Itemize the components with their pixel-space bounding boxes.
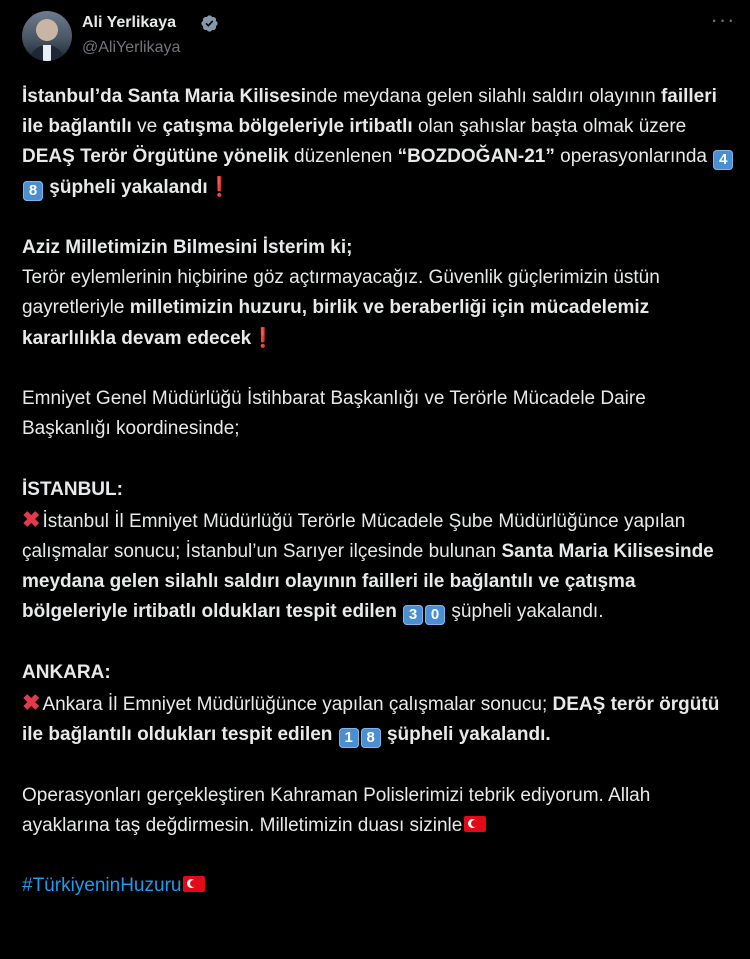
text: şüpheli yakalandı. xyxy=(446,601,604,623)
paragraph-coordination: Emniyet Genel Müdürlüğü İstihbarat Başkanlığı ve Terörle Mücadele Daire Başkanlığı koordinesinde; xyxy=(22,388,646,440)
text-bold: Santa Maria Kilisesinde meydana gelen silahlı saldırı olayının failleri ile bağlantılı ve çatışma bölgeleriyle irtibatlı oldukları tespit edilen xyxy=(22,541,714,623)
text: olan şahıslar başta olmak üzere xyxy=(412,116,687,138)
statement-heading: Aziz Milletimizin Bilmesini İsterim ki; xyxy=(22,237,353,258)
keycap-digit-icon: 1 xyxy=(339,728,359,748)
text-bold: milletimizin huzuru, birlik ve beraberliği için mücadelemiz kararlılıkla devam edecek xyxy=(22,297,650,349)
istanbul-heading: İSTANBUL: xyxy=(22,478,123,500)
text-bold: şüpheli yakalandı. xyxy=(381,724,551,746)
paragraph-istanbul xyxy=(22,475,738,628)
paragraph-ankara xyxy=(22,658,738,751)
red-exclamation-icon: ❗ xyxy=(251,327,275,349)
turkey-flag-icon xyxy=(464,816,486,832)
keycap-digit-icon: 8 xyxy=(361,728,381,748)
keycap-digit-icon: 0 xyxy=(425,605,445,625)
cross-mark-icon: ✖ xyxy=(22,506,41,532)
text: Ankara İl Emniyet Müdürlüğünce yapılan çalışmalar sonucu; xyxy=(42,694,553,715)
text-bold: failleri ile bağlantılı xyxy=(22,86,717,138)
red-exclamation-icon: ❗ xyxy=(207,176,232,198)
text: düzenlenen xyxy=(288,146,398,168)
keycap-digit-icon: 4 xyxy=(713,150,733,170)
text: Operasyonları gerçekleştiren Kahraman Polislerimizi tebrik ediyorum. Allah ayaklarına taş değdirmesin. Milletimizin duası sizinle xyxy=(22,784,651,836)
cross-mark-icon: ✖ xyxy=(22,690,41,715)
text-bold: DEAŞ terör örgütü ile bağlantılı oldukları tespit edilen xyxy=(22,694,720,746)
text: nde meydana gelen silahlı saldırı olayının xyxy=(306,86,661,107)
paragraph-operation xyxy=(22,82,738,203)
keycap-digit-icon: 8 xyxy=(23,181,43,201)
text: İstanbul İl Emniyet Müdürlüğü Terörle Mücadele Şube Müdürlüğünce yapılan çalışmalar sonucu; İstanbul’un Sarıyer ilçesinde bulunan xyxy=(22,510,686,562)
operation-name: “BOZDOĞAN-21” xyxy=(397,146,555,168)
tweet-header xyxy=(0,0,750,70)
verified-badge-icon xyxy=(200,14,219,33)
paragraph-statement xyxy=(22,233,738,354)
text: Terör eylemlerinin hiçbirine göz açtırmayacağız. Güvenlik güçlerimizin üstün gayretleriyle xyxy=(22,267,660,319)
hashtag-link[interactable]: #TürkiyeninHuzuru xyxy=(22,875,182,897)
text-bold: DEAŞ Terör Örgütüne yönelik xyxy=(22,146,289,168)
more-options-icon[interactable]: ··· xyxy=(710,7,736,32)
hashtag-line xyxy=(22,871,738,901)
turkey-flag-icon xyxy=(183,876,205,892)
paragraph-closing xyxy=(22,781,738,841)
keycap-digit-icon: 3 xyxy=(403,605,423,625)
text: operasyonlarında xyxy=(554,146,713,168)
avatar[interactable] xyxy=(22,11,72,61)
tweet-text xyxy=(22,82,738,901)
text: ve xyxy=(131,116,163,138)
author-handle[interactable]: @AliYerlikaya xyxy=(82,39,181,56)
author-name[interactable]: Ali Yerlikaya xyxy=(82,14,176,31)
text-bold: İstanbul’da Santa Maria Kilisesi xyxy=(22,86,307,107)
text-bold: şüpheli yakalandı xyxy=(44,176,208,198)
ankara-heading: ANKARA: xyxy=(22,661,111,683)
text-bold: çatışma bölgeleriyle irtibatlı xyxy=(162,116,413,138)
avatar-shirt xyxy=(43,45,51,61)
